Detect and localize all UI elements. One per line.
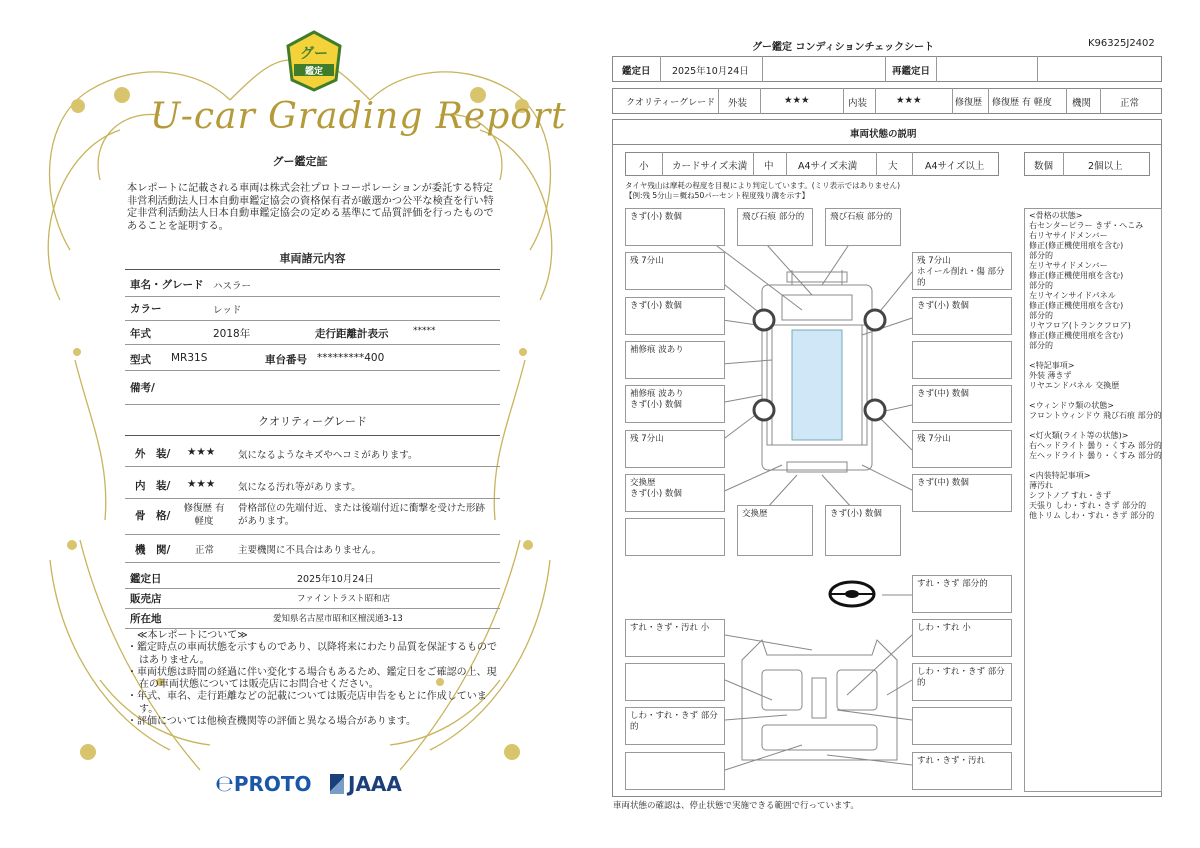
chassis-value: *********400	[317, 352, 385, 364]
side-note-line: 外装 薄きず	[1029, 371, 1072, 380]
report-notes	[127, 630, 497, 728]
side-note-line: <灯火類(ライト等の状態)>	[1029, 431, 1129, 440]
appraisal-date-value: 2025年10月24日	[297, 574, 374, 585]
exterior-stars: ★★★	[187, 446, 216, 458]
quality-grade-label: クオリティーグレード	[626, 98, 716, 108]
side-note-spacer	[1029, 421, 1157, 431]
address-row	[125, 608, 500, 629]
spec-row-car-name	[125, 272, 500, 297]
damage-box: すれ・きず 部分的	[912, 575, 1012, 613]
car-name-label: 車名・グレード	[130, 279, 204, 291]
side-note-line: 他トリム しわ・すれ・きず 部分的	[1029, 511, 1155, 520]
quality-section-title: クオリティーグレード	[258, 415, 367, 428]
damage-box: きず(小) 数個	[912, 297, 1012, 335]
side-note-spacer	[1029, 391, 1157, 401]
engine-value: 正常	[195, 545, 215, 556]
side-note-line: リヤエンドパネル 交換歴	[1029, 381, 1120, 390]
damage-box: 交換歴	[737, 505, 813, 556]
tire-note: タイヤ残山は摩耗の程度を目視により判定しています。(ミリ表示ではありません)	[625, 181, 901, 190]
side-note-line: 部分的	[1029, 281, 1053, 290]
size-large: 大	[888, 161, 898, 172]
damage-box: 飛び石痕 部分的	[825, 208, 901, 246]
side-note-line: <ウィンドウ類の状態>	[1029, 401, 1114, 410]
count-desc: 2個以上	[1088, 161, 1123, 172]
badge-top-text: グー	[300, 46, 328, 62]
damage-box: しわ・すれ・きず 部分的	[625, 707, 725, 745]
model-value: MR31S	[171, 352, 208, 364]
note-item: ・車両状態は時間の経過に伴い変化する場合もあるため、鑑定日をご確認の上、現在の車両状態については販売店にお問合せください。	[127, 666, 497, 691]
shop-row	[125, 588, 500, 609]
engine-value: 正常	[1120, 98, 1140, 109]
side-note-line: 修正(修正機使用痕を含む)	[1029, 271, 1124, 280]
quality-row-frame	[125, 498, 500, 535]
side-note-line: リヤフロア(トランクフロア)	[1029, 321, 1131, 330]
divider	[125, 268, 500, 270]
sheet-title: グー鑑定 コンディションチェックシート	[752, 42, 935, 53]
damage-box: 残 7分山	[625, 430, 725, 468]
mileage-label: 走行距離計表示	[315, 328, 389, 340]
date-label: 鑑定日	[622, 66, 651, 77]
exterior-label: 外装	[728, 98, 748, 109]
damage-box	[625, 752, 725, 790]
side-note-line: 右センターピラー きず・へこみ	[1029, 221, 1144, 230]
quality-row-interior	[125, 468, 500, 499]
year-value: 2018年	[213, 328, 251, 340]
state-title: 車両状態の説明	[850, 129, 917, 140]
divider	[125, 434, 500, 436]
damage-box: すれ・きず・汚れ	[912, 752, 1012, 790]
side-note-line: シフトノブ すれ・きず	[1029, 491, 1112, 500]
car-name-value: ハスラー	[213, 281, 252, 292]
side-note-line: 修正(修正機使用痕を含む)	[1029, 241, 1124, 250]
side-note-line: 右リヤサイドメンバー	[1029, 231, 1108, 240]
appraisal-date-row	[125, 566, 500, 589]
spec-section-title: 車両諸元内容	[279, 252, 346, 265]
side-note-line: <特記事項>	[1029, 361, 1075, 370]
damage-box: きず(小) 数個	[625, 208, 725, 246]
frame-label: 骨 格/	[135, 510, 171, 522]
interior-label: 内 装/	[135, 480, 171, 492]
spec-row-remarks	[125, 370, 500, 405]
damage-box: 残 7分山	[625, 252, 725, 290]
exterior-desc: 気になるようなキズやヘコミがあります。	[238, 450, 418, 461]
model-label: 型式	[130, 354, 151, 366]
notes-title: ≪本レポートについて≫	[137, 630, 248, 641]
side-note-line: 部分的	[1029, 311, 1053, 320]
engine-desc: 主要機関に不具合はありません。	[238, 545, 382, 556]
interior-desc: 気になる汚れ等があります。	[238, 482, 361, 493]
proto-mark-icon: ℮	[215, 772, 234, 797]
side-note-line: 修正(修正機使用痕を含む)	[1029, 301, 1124, 310]
damage-box: 補修痕 波あり きず(小) 数個	[625, 385, 725, 423]
damage-box: しわ・すれ・きず 部分的	[912, 663, 1012, 701]
interior-stars: ★★★	[187, 478, 216, 490]
damage-box: 補修痕 波あり	[625, 341, 725, 379]
side-note-spacer	[1029, 351, 1157, 361]
damage-box: きず(小) 数個	[625, 297, 725, 335]
damage-box: きず(中) 数個	[912, 385, 1012, 423]
count-label: 数個	[1034, 161, 1054, 172]
chassis-label: 車台番号	[265, 354, 307, 366]
damage-box	[625, 518, 725, 556]
quality-row-exterior	[125, 438, 500, 467]
interior-stars: ★★★	[896, 95, 922, 106]
side-note-line: 左リヤインサイドパネル	[1029, 291, 1116, 300]
size-small: 小	[639, 161, 649, 172]
steering-wheel-icon	[830, 582, 874, 606]
side-note-spacer	[1029, 461, 1157, 471]
certificate-body: 本レポートに記載される車両は株式会社プロトコーポレーションが委託する特定非営利活動法人日本自動車鑑定協会の資格保有者が厳選かつ公平な検査を行い特定非営利活動法人日本自動車鑑定協会の定める基準にて品質評価を行ったものであることを証明する。	[127, 183, 494, 232]
badge-bottom-text: 鑑定	[304, 67, 324, 77]
shop-label: 販売店	[130, 593, 162, 605]
certificate-title: グー鑑定証	[272, 155, 328, 168]
damage-box: すれ・きず・汚れ 小	[625, 619, 725, 657]
engine-label: 機関	[1072, 98, 1092, 109]
goo-appraisal-badge	[286, 30, 342, 92]
interior-label: 内装	[848, 98, 868, 109]
report-title: U-car Grading Report	[150, 96, 567, 137]
damage-box: きず(中) 数個	[912, 474, 1012, 512]
side-note-line: 右ヘッドライト 曇り・くすみ 部分的	[1029, 441, 1162, 450]
side-note-line: 左リヤサイドメンバー	[1029, 261, 1108, 270]
note-item: ・鑑定時点の車両状態を示すものであり、以降将来にわたり品質を保証するものではありません。	[127, 642, 497, 666]
appraisal-date-label: 鑑定日	[130, 573, 162, 585]
side-note-line: 修正(修正機使用痕を含む)	[1029, 331, 1124, 340]
year-label: 年式	[130, 328, 151, 340]
size-mid: 中	[764, 161, 774, 172]
spec-row-model	[125, 344, 500, 371]
address-value: 愛知県名古屋市昭和区檀渓通3-13	[273, 614, 403, 624]
spec-row-year	[125, 320, 500, 345]
quality-row-engine	[125, 534, 500, 563]
frame-desc: 骨格部位の先端付近、または後端付近に衝撃を受けた形跡があります。	[238, 503, 486, 527]
side-note-line: 天張り しわ・すれ・きず 部分的	[1029, 501, 1147, 510]
jaaa-mark-icon	[330, 774, 344, 794]
damage-box	[912, 341, 1012, 379]
damage-box: きず(小) 数個	[825, 505, 901, 556]
exterior-stars: ★★★	[784, 95, 810, 106]
tire-note-example: 【例:残 5分山＝概ね50パーセント程度残り溝を示す】	[625, 191, 810, 200]
damage-box	[625, 663, 725, 701]
proto-logo: ℮PROTO	[215, 772, 312, 797]
note-item: ・年式、車名、走行距離などの記載については販売店申告をもとに作成しています。	[127, 691, 487, 715]
repair-label: 修復歴	[955, 98, 983, 108]
side-note-line: 部分的	[1029, 251, 1053, 260]
damage-box: 交換歴 きず(小) 数個	[625, 474, 725, 512]
side-note-line: 部分的	[1029, 341, 1053, 350]
side-notes-panel	[1024, 208, 1162, 792]
remarks-label: 備考/	[130, 382, 155, 394]
footer-note: 車両状態の確認は、停止状態で実施できる範囲で行っています。	[613, 801, 859, 811]
size-mid-desc: A4サイズ未満	[798, 161, 858, 172]
repair-value: 修復歴 有 軽度	[992, 98, 1052, 108]
damage-box: しわ・すれ 小	[912, 619, 1012, 657]
mileage-value: *****	[413, 326, 436, 336]
color-value: レッド	[213, 305, 242, 316]
engine-label: 機 関/	[135, 544, 171, 556]
damage-box: 残 7分山	[912, 430, 1012, 468]
damage-box: 残 7分山 ホイール削れ・傷 部分的	[912, 252, 1012, 290]
damage-box: 飛び石痕 部分的	[737, 208, 813, 246]
side-note-line: <内装特記事項>	[1029, 471, 1091, 480]
date-value: 2025年10月24日	[672, 66, 749, 77]
damage-box	[912, 707, 1012, 745]
redate-label: 再鑑定日	[892, 66, 931, 77]
size-small-desc: カードサイズ未満	[672, 161, 748, 172]
shop-value: ファイントラスト昭和店	[297, 594, 391, 604]
sheet-id: K96325J2402	[1088, 38, 1155, 49]
glass-area	[792, 330, 842, 440]
frame-value: 修復歴 有 軽度	[183, 503, 225, 527]
size-large-desc: A4サイズ以上	[925, 161, 985, 172]
side-note-line: 左ヘッドライト 曇り・くすみ 部分的	[1029, 451, 1162, 460]
color-label: カラー	[130, 303, 162, 315]
jaaa-logo: JAAA	[330, 772, 402, 796]
exterior-label: 外 装/	[135, 448, 171, 460]
note-item: ・評価については他検査機関等の評価と異なる場合があります。	[127, 716, 416, 728]
side-note-line: 薄汚れ	[1029, 481, 1053, 490]
spec-row-color	[125, 296, 500, 321]
side-note-line: <骨格の状態>	[1029, 211, 1083, 220]
side-note-line: フロントウィンドウ 飛び石痕 部分的	[1029, 411, 1162, 420]
address-label: 所在地	[130, 613, 162, 625]
